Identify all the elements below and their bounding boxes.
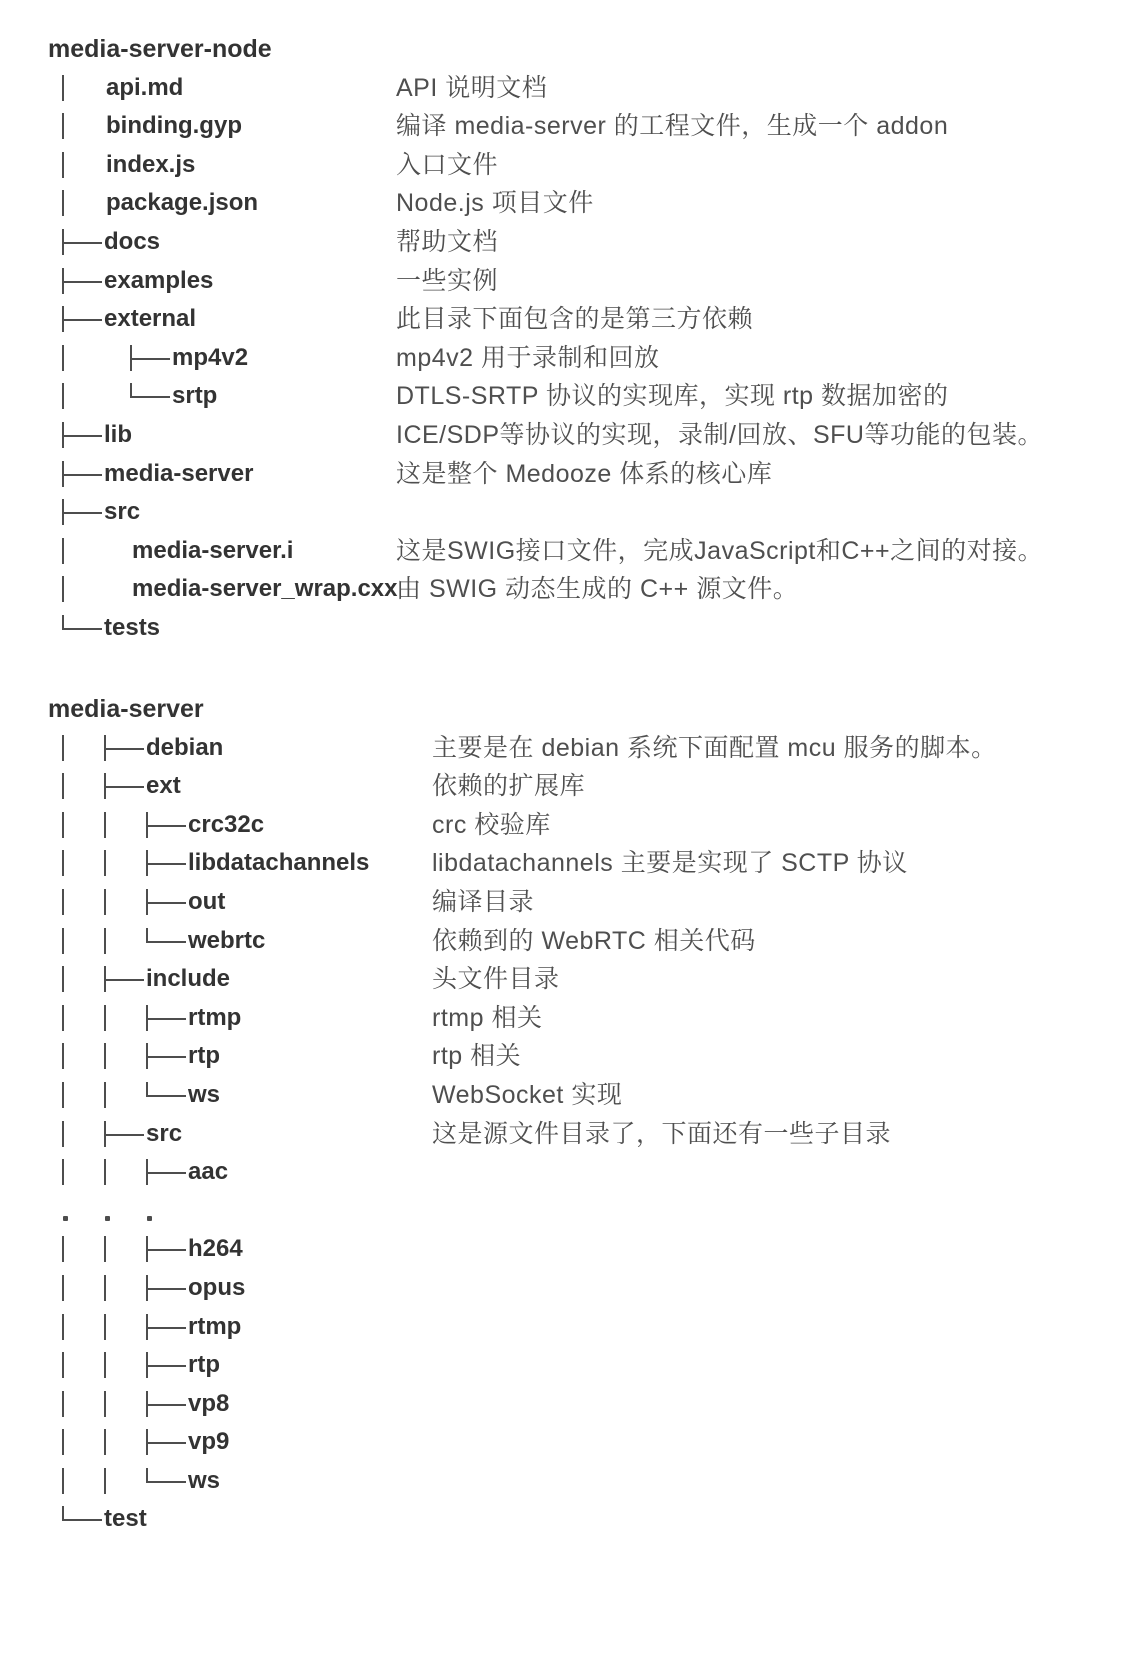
node-name: index.js xyxy=(106,150,196,178)
tree-row xyxy=(0,1500,1142,1539)
tree-bar-glyph xyxy=(104,844,146,883)
tree-gap xyxy=(104,377,130,416)
tree-row xyxy=(0,69,1142,108)
tree-row xyxy=(0,223,1142,262)
tree-row xyxy=(0,532,1142,571)
tree-branch-glyphs xyxy=(62,729,144,768)
tree-row xyxy=(0,609,1142,648)
node-name: rtp xyxy=(188,1351,220,1379)
tree-row xyxy=(0,960,1142,999)
tree-row xyxy=(0,806,1142,845)
tree-row xyxy=(0,1346,1142,1385)
tree-tee-glyph xyxy=(146,1037,186,1076)
tree-row xyxy=(0,300,1142,339)
node-name: out xyxy=(188,887,226,915)
ellipsis-dot xyxy=(104,1192,146,1231)
tree-branch-glyphs xyxy=(62,184,104,223)
tree-branch-glyphs xyxy=(62,377,170,416)
node-description: 帮助文档 xyxy=(396,227,499,256)
tree-row xyxy=(0,999,1142,1038)
tree-tee-glyph xyxy=(146,1230,186,1269)
tree-branch-glyphs xyxy=(62,1346,186,1385)
tree-row xyxy=(0,1153,1142,1192)
node-description: 这是整个 Medooze 体系的核心库 xyxy=(396,459,773,488)
tree-row xyxy=(0,377,1142,416)
node-name: aac xyxy=(188,1158,229,1186)
tree-bar-glyph xyxy=(104,883,146,922)
tree-tee-glyph xyxy=(146,1385,186,1424)
tree-branch-glyphs xyxy=(62,493,102,532)
tree-branch-glyphs xyxy=(62,107,104,146)
tree-branch-glyphs xyxy=(62,922,186,961)
tree-branch-glyphs xyxy=(62,69,104,108)
tree-branch-glyphs xyxy=(62,609,102,648)
tree-row xyxy=(0,262,1142,301)
tree-bar-glyph xyxy=(62,1153,104,1192)
tree-row xyxy=(0,146,1142,185)
tree-bar-glyph xyxy=(104,1076,146,1115)
tree-branch-glyphs xyxy=(62,999,186,1038)
tree-bar-glyph xyxy=(62,532,104,571)
tree-row xyxy=(0,1076,1142,1115)
node-name: package.json xyxy=(106,189,259,217)
tree-tee-glyph xyxy=(62,223,102,262)
tree-bar-glyph xyxy=(104,1308,146,1347)
tree-row xyxy=(0,493,1142,532)
tree-row xyxy=(0,1462,1142,1501)
tree-branch-glyphs xyxy=(62,1500,102,1539)
tree-bar-glyph xyxy=(104,806,146,845)
node-description: 这是源文件目录了，下面还有一些子目录 xyxy=(432,1119,892,1148)
tree-row xyxy=(0,1308,1142,1347)
tree-rows xyxy=(0,69,1142,648)
node-name: h264 xyxy=(188,1235,243,1263)
node-description: 这是SWIG接口文件，完成JavaScript和C++之间的对接。 xyxy=(396,536,1044,565)
tree-bar-glyph xyxy=(62,1076,104,1115)
tree-elbow-glyph xyxy=(146,1076,186,1115)
tree-row xyxy=(0,184,1142,223)
tree-bar-glyph xyxy=(62,1115,104,1154)
node-description: rtp 相关 xyxy=(432,1042,522,1071)
tree-row xyxy=(0,729,1142,768)
node-name: include xyxy=(146,965,231,993)
tree-branch-glyphs xyxy=(62,455,102,494)
tree-bar-glyph xyxy=(62,729,104,768)
tree-branch-glyphs xyxy=(62,1308,186,1347)
node-description: 依赖到的 WebRTC 相关代码 xyxy=(432,926,756,955)
tree-elbow-glyph xyxy=(62,609,102,648)
node-name: src xyxy=(146,1119,183,1147)
tree-bar-glyph xyxy=(62,922,104,961)
node-name: vp9 xyxy=(188,1428,230,1456)
node-description: 编译目录 xyxy=(432,887,535,916)
tree-branch-glyphs xyxy=(62,806,186,845)
ellipsis-dot xyxy=(146,1192,188,1231)
tree-branch-glyphs xyxy=(62,844,186,883)
node-description: crc 校验库 xyxy=(432,810,551,839)
tree-row xyxy=(0,883,1142,922)
tree-row xyxy=(0,1037,1142,1076)
tree-branch-glyphs xyxy=(62,767,144,806)
tree-bar-glyph xyxy=(104,1153,146,1192)
tree-branch-glyphs xyxy=(62,300,102,339)
tree-branch-glyphs xyxy=(62,1115,144,1154)
tree-tee-glyph xyxy=(146,999,186,1038)
tree-branch-glyphs xyxy=(62,1423,186,1462)
tree-row xyxy=(0,1385,1142,1424)
node-name: media-server xyxy=(104,459,254,487)
node-name: media-server_wrap.cxx xyxy=(132,575,398,603)
tree-row xyxy=(0,922,1142,961)
node-description: 入口文件 xyxy=(396,150,499,179)
tree-row xyxy=(0,1115,1142,1154)
node-name: srtp xyxy=(172,382,218,410)
node-name: webrtc xyxy=(188,926,266,954)
tree-bar-glyph xyxy=(62,844,104,883)
tree-bar-glyph xyxy=(62,107,104,146)
tree-branch-glyphs xyxy=(62,1462,186,1501)
tree-branch-glyphs xyxy=(62,1153,186,1192)
node-description: WebSocket 实现 xyxy=(432,1080,623,1109)
node-name: rtmp xyxy=(188,1312,242,1340)
tree-row xyxy=(0,1192,1142,1231)
tree-branch-glyphs xyxy=(62,1230,186,1269)
tree-tee-glyph xyxy=(146,1346,186,1385)
tree-gap xyxy=(104,532,130,571)
tree-bar-glyph xyxy=(104,999,146,1038)
tree-tee-glyph xyxy=(146,806,186,845)
node-name: rtmp xyxy=(188,1003,242,1031)
tree-bar-glyph xyxy=(62,1385,104,1424)
node-name: lib xyxy=(104,420,132,448)
node-name: debian xyxy=(146,733,224,761)
node-name: test xyxy=(104,1505,147,1533)
node-description: 此目录下面包含的是第三方依赖 xyxy=(396,305,754,334)
node-name: docs xyxy=(104,227,161,255)
tree-gap xyxy=(104,339,130,378)
tree-tee-glyph xyxy=(62,493,102,532)
tree-branch-glyphs xyxy=(62,262,102,301)
tree-bar-glyph xyxy=(104,1230,146,1269)
node-description: Node.js 项目文件 xyxy=(396,189,594,218)
node-description: 由 SWIG 动态生成的 C++ 源文件。 xyxy=(396,575,799,604)
tree-tee-glyph xyxy=(104,1115,144,1154)
node-description: 编译 media-server 的工程文件，生成一个 addon xyxy=(396,112,949,141)
tree-bar-glyph xyxy=(104,1269,146,1308)
tree-tee-glyph xyxy=(62,455,102,494)
tree-row xyxy=(0,416,1142,455)
node-description: DTLS-SRTP 协议的实现库，实现 rtp 数据加密的 xyxy=(396,382,949,411)
node-description: 一些实例 xyxy=(396,266,499,295)
node-name: media-server.i xyxy=(132,536,294,564)
tree-elbow-glyph xyxy=(146,1462,186,1501)
tree-bar-glyph xyxy=(62,570,104,609)
node-name: tests xyxy=(104,613,161,641)
tree-bar-glyph xyxy=(104,1462,146,1501)
node-description: 头文件目录 xyxy=(432,965,560,994)
tree-bar-glyph xyxy=(62,146,104,185)
node-description: 依赖的扩展库 xyxy=(432,772,586,801)
tree-bar-glyph xyxy=(62,1230,104,1269)
tree-tee-glyph xyxy=(62,300,102,339)
tree-branch-glyphs xyxy=(62,1385,186,1424)
node-name: ws xyxy=(188,1080,221,1108)
tree-tee-glyph xyxy=(104,767,144,806)
tree-bar-glyph xyxy=(62,377,104,416)
tree-root-title: media-server xyxy=(48,695,204,723)
node-name: external xyxy=(104,305,197,333)
tree-bar-glyph xyxy=(104,1385,146,1424)
tree-row xyxy=(0,570,1142,609)
tree-bar-glyph xyxy=(62,960,104,999)
tree-row xyxy=(0,107,1142,146)
tree-tee-glyph xyxy=(146,1269,186,1308)
tree-branch-glyphs xyxy=(62,1076,186,1115)
directory-tree-media-server-node xyxy=(0,30,1142,648)
node-description: ICE/SDP等协议的实现，录制/回放、SFU等功能的包装。 xyxy=(396,420,1043,449)
tree-bar-glyph xyxy=(62,1037,104,1076)
tree-bar-glyph xyxy=(62,883,104,922)
tree-bar-glyph xyxy=(62,1308,104,1347)
tree-tee-glyph xyxy=(62,416,102,455)
node-name: crc32c xyxy=(188,810,265,838)
tree-bar-glyph xyxy=(104,1423,146,1462)
tree-row xyxy=(0,1230,1142,1269)
tree-tee-glyph xyxy=(146,1153,186,1192)
tree-bar-glyph xyxy=(62,806,104,845)
node-description: API 说明文档 xyxy=(396,73,548,102)
node-name: opus xyxy=(188,1273,246,1301)
tree-branch-glyphs xyxy=(62,339,170,378)
node-name: api.md xyxy=(106,73,184,101)
tree-tee-glyph xyxy=(146,883,186,922)
tree-branch-glyphs xyxy=(62,960,144,999)
tree-bar-glyph xyxy=(62,1462,104,1501)
node-name: ws xyxy=(188,1466,221,1494)
tree-bar-glyph xyxy=(62,1423,104,1462)
tree-bar-glyph xyxy=(62,767,104,806)
tree-tee-glyph xyxy=(130,339,170,378)
node-description: libdatachannels 主要是实现了 SCTP 协议 xyxy=(432,849,908,878)
tree-branch-glyphs xyxy=(62,570,130,609)
tree-bar-glyph xyxy=(104,922,146,961)
node-description: mp4v2 用于录制和回放 xyxy=(396,343,660,372)
tree-bar-glyph xyxy=(104,1037,146,1076)
tree-row xyxy=(0,1269,1142,1308)
tree-tee-glyph xyxy=(104,960,144,999)
node-description: 主要是在 debian 系统下面配置 mcu 服务的脚本。 xyxy=(432,733,997,762)
tree-branch-glyphs xyxy=(62,1192,188,1231)
tree-bar-glyph xyxy=(62,1346,104,1385)
tree-branch-glyphs xyxy=(62,223,102,262)
node-name: mp4v2 xyxy=(172,343,249,371)
tree-bar-glyph xyxy=(62,69,104,108)
tree-tee-glyph xyxy=(104,729,144,768)
tree-branch-glyphs xyxy=(62,532,130,571)
node-name: binding.gyp xyxy=(106,112,242,140)
node-name: rtp xyxy=(188,1042,220,1070)
tree-branch-glyphs xyxy=(62,1037,186,1076)
ellipsis-dot xyxy=(62,1192,104,1231)
tree-bar-glyph xyxy=(62,999,104,1038)
tree-tee-glyph xyxy=(146,844,186,883)
tree-row xyxy=(0,1423,1142,1462)
tree-row xyxy=(0,844,1142,883)
tree-branch-glyphs xyxy=(62,146,104,185)
tree-tee-glyph xyxy=(146,1308,186,1347)
tree-branch-glyphs xyxy=(62,883,186,922)
tree-rows xyxy=(0,729,1142,1539)
node-name: vp8 xyxy=(188,1389,230,1417)
node-name: ext xyxy=(146,772,181,800)
tree-bar-glyph xyxy=(62,339,104,378)
tree-row xyxy=(0,767,1142,806)
directory-tree-media-server xyxy=(0,690,1142,1539)
tree-row xyxy=(0,455,1142,494)
tree-gap xyxy=(104,570,130,609)
tree-tee-glyph xyxy=(146,1423,186,1462)
node-name: examples xyxy=(104,266,214,294)
tree-root-title: media-server-node xyxy=(48,35,272,63)
tree-elbow-glyph xyxy=(130,377,170,416)
tree-elbow-glyph xyxy=(62,1500,102,1539)
tree-tee-glyph xyxy=(62,262,102,301)
tree-bar-glyph xyxy=(104,1346,146,1385)
tree-branch-glyphs xyxy=(62,1269,186,1308)
tree-bar-glyph xyxy=(62,184,104,223)
tree-branch-glyphs xyxy=(62,416,102,455)
node-name: src xyxy=(104,498,141,526)
tree-row xyxy=(0,339,1142,378)
tree-bar-glyph xyxy=(62,1269,104,1308)
tree-elbow-glyph xyxy=(146,922,186,961)
node-description: rtmp 相关 xyxy=(432,1003,543,1032)
node-name: libdatachannels xyxy=(188,849,370,877)
